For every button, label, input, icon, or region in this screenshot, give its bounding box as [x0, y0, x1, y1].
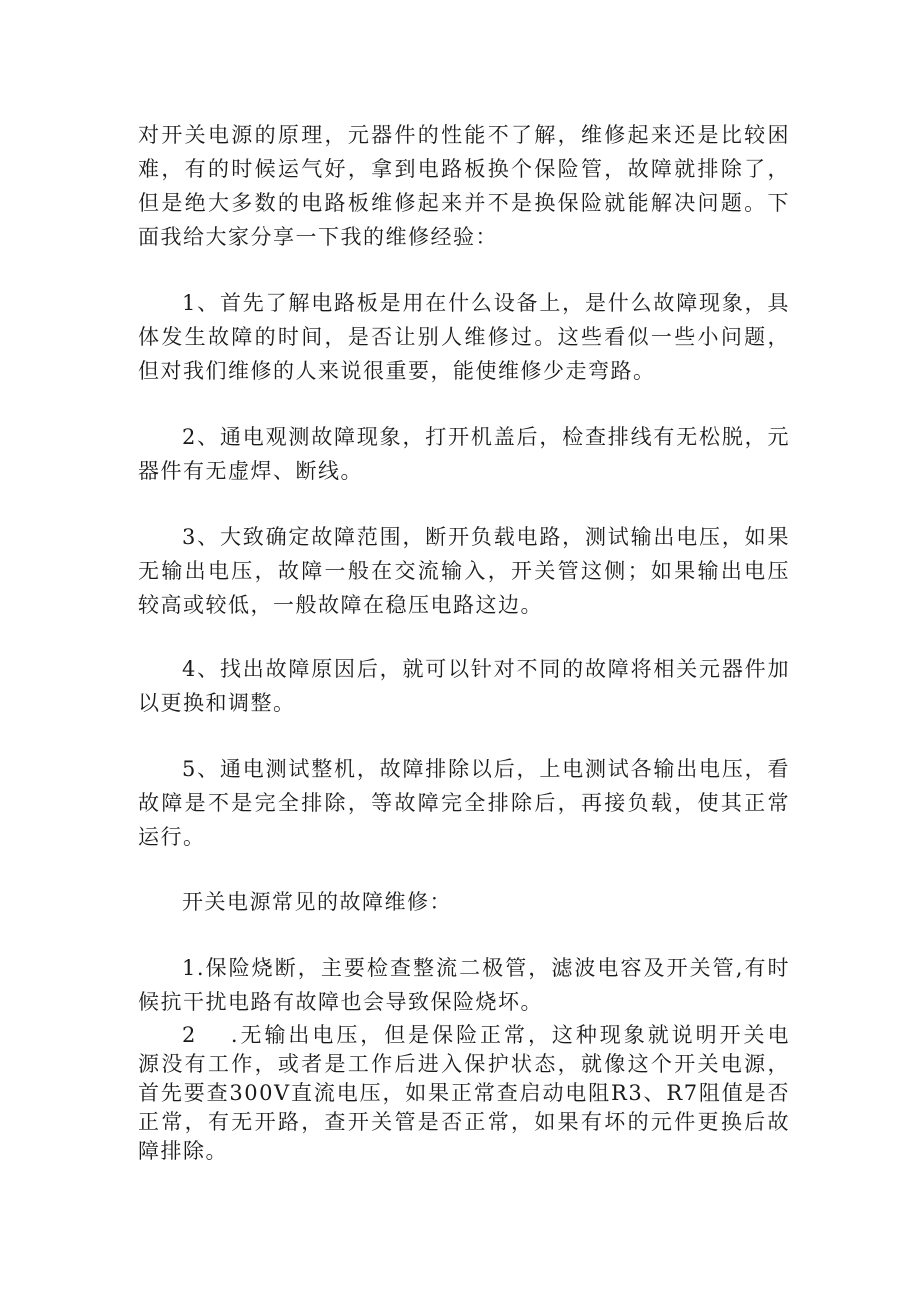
paragraph-fault-1 [138, 951, 790, 1019]
text-line: 但是绝大多数的电路板维修起来并不是换保险就能解决问题。下 [138, 191, 790, 215]
text-line: 源没有工作，或者是工作后进入保护状态，就像这个开关电源， [138, 1052, 790, 1076]
text-line: 1.保险烧断，主要检查整流二极管，滤波电容及开关管,有时 [182, 956, 790, 980]
paragraph-step-3 [138, 520, 790, 622]
text-line: 4、找出故障原因后，就可以针对不同的故障将相关元器件加 [182, 657, 790, 681]
text-line: 体发生故障的时间，是否让别人维修过。这些看似一些小问题， [138, 325, 790, 349]
text-line: 5、通电测试整机，故障排除以后，上电测试各输出电压，看 [182, 757, 790, 781]
text-line: 较高或较低，一般故障在稳压电路这边。 [138, 593, 543, 617]
text-line: 故障是不是完全排除，等故障完全排除后，再接负载，使其正常 [138, 791, 790, 815]
paragraph-step-5 [138, 752, 790, 854]
text-line: 障排除。 [138, 1139, 228, 1163]
text-line: 运行。 [138, 825, 206, 849]
text-line: 面我给大家分享一下我的维修经验： [138, 225, 498, 249]
text-line: 3、大致确定故障范围，断开负载电路，测试输出电压，如果 [182, 525, 790, 549]
text-line: 无输出电压，故障一般在交流输入，开关管这侧；如果输出电压 [138, 559, 790, 583]
section-heading [138, 885, 790, 919]
text-line: 器件有无虚焊、断线。 [138, 459, 363, 483]
text-line: 难，有的时候运气好，拿到电路板换个保险管，故障就排除了， [138, 157, 790, 181]
paragraph-fault-2 [138, 1021, 790, 1166]
paragraph-step-4 [138, 652, 790, 720]
paragraph-step-2 [138, 420, 790, 488]
text-line: 开关电源常见的故障维修： [182, 890, 452, 914]
text-line: 对开关电源的原理，元器件的性能不了解，维修起来还是比较困 [138, 123, 790, 147]
text-line: 候抗干扰电路有故障也会导致保险烧坏。 [138, 990, 543, 1014]
text-line: 2、通电观测故障现象，打开机盖后，检查排线有无松脱，元 [182, 425, 790, 449]
text-line: 1、首先了解电路板是用在什么设备上，是什么故障现象，具 [182, 291, 790, 315]
text-line-content: .无输出电压，但是保险正常，这种现象就说明开关电 [230, 1023, 790, 1047]
paragraph-step-1 [138, 286, 790, 388]
text-line: 以更换和调整。 [138, 691, 296, 715]
text-line: 首先要查300V直流电压，如果正常查启动电阻R3、R7阻值是否 [138, 1081, 790, 1105]
text-line [138, 1021, 790, 1050]
text-line: 正常，有无开路，查开关管是否正常，如果有坏的元件更换后故 [138, 1110, 790, 1134]
paragraph-intro [138, 118, 790, 254]
text-line: 但对我们维修的人来说很重要，能使维修少走弯路。 [138, 359, 656, 383]
item-number: 2 [182, 1023, 197, 1047]
